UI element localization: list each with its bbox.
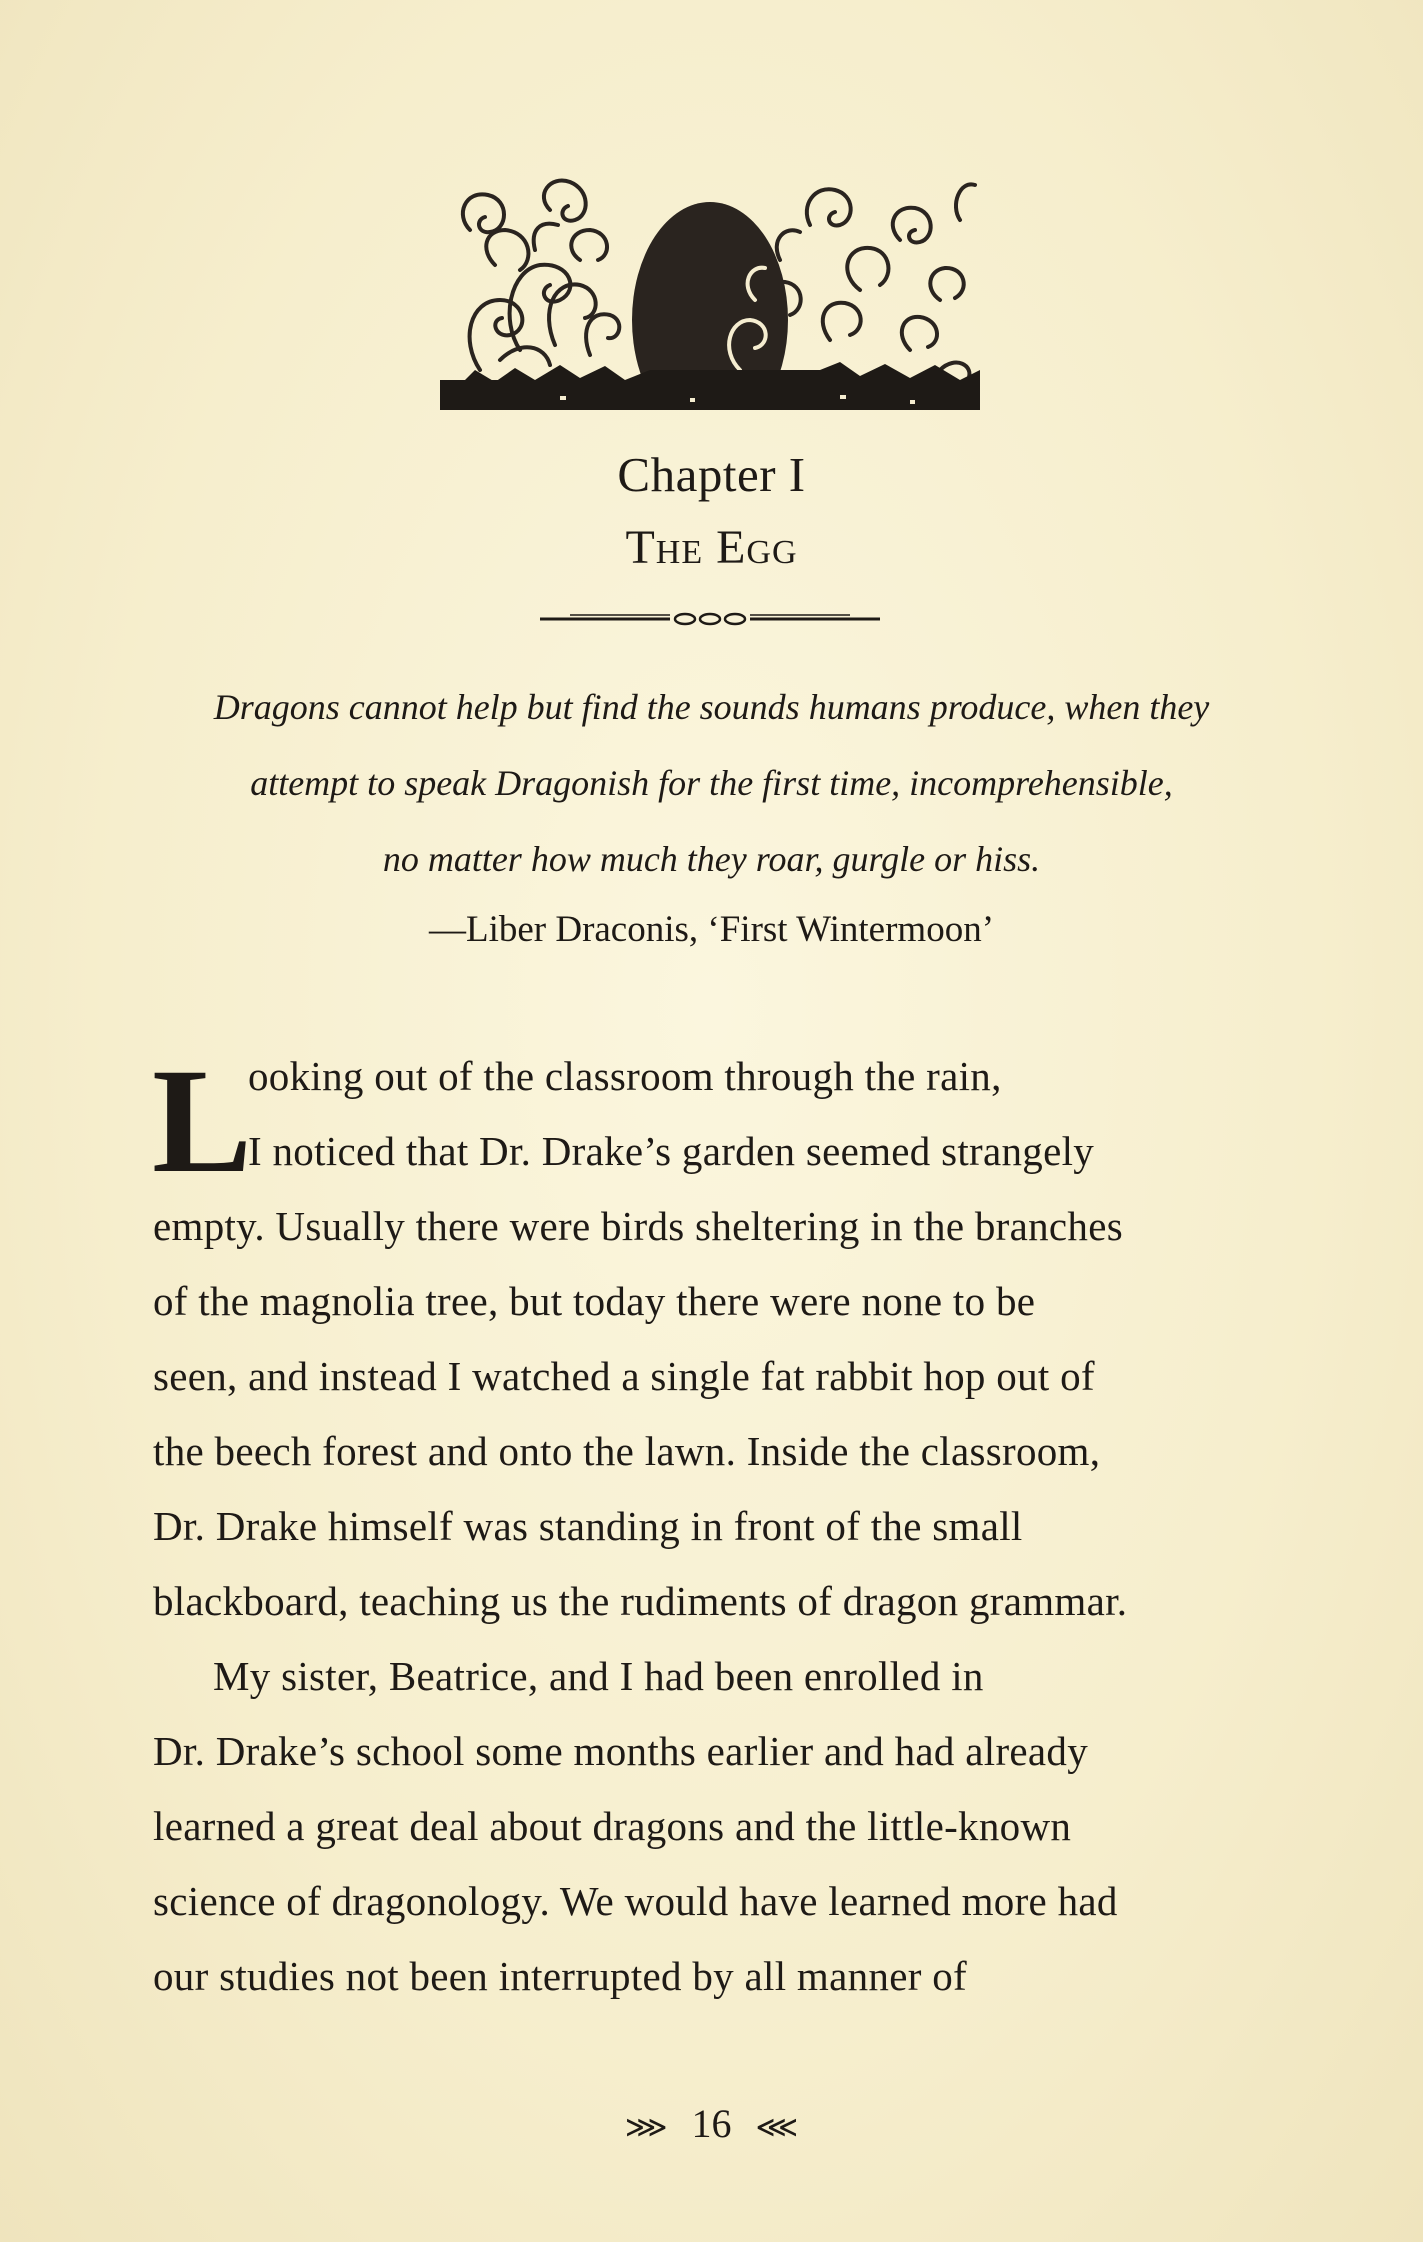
body-text-line: empty. Usually there were birds sheltering in the branches [153, 1203, 1123, 1249]
body-text-line: blackboard, teaching us the rudiments of dragon grammar. [153, 1578, 1128, 1624]
body-text-line: science of dragonology. We would have learned more had [153, 1878, 1118, 1924]
body-text-line: I noticed that Dr. Drake’s garden seemed strangely [248, 1128, 1095, 1174]
ornamental-divider [540, 604, 880, 634]
right-ornament-icon: ⋘ [755, 2111, 799, 2145]
drop-cap: L [152, 1038, 253, 1204]
epigraph-line: attempt to speak Dragonish for the first time, incomprehensible, [250, 763, 1173, 803]
body-text-line: My sister, Beatrice, and I had been enrolled in [213, 1653, 984, 1699]
body-text-line: Dr. Drake’s school some months earlier and had already [153, 1728, 1088, 1774]
epigraph-source: —Liber Draconis, ‘First Wintermoon’ [428, 909, 995, 950]
body-text-line: learned a great deal about dragons and the little-known [153, 1803, 1072, 1849]
body-text-line: of the magnolia tree, but today there were none to be [153, 1278, 1036, 1324]
epigraph-line: no matter how much they roar, gurgle or hiss. [382, 839, 1041, 879]
chapter-title: The Egg [625, 521, 798, 574]
body-text-line: seen, and instead I watched a single fat rabbit hop out of [153, 1353, 1095, 1399]
body-text-line: Dr. Drake himself was standing in front of the small [153, 1503, 1023, 1549]
epigraph-line: Dragons cannot help but find the sounds humans produce, when they [213, 687, 1210, 727]
egg-vignette-illustration [440, 170, 980, 410]
page-footer [0, 2100, 1423, 2147]
body-text-line: ooking out of the classroom through the rain, [248, 1053, 1002, 1099]
page-number: 16 [691, 2101, 732, 2146]
body-text-line: the beech forest and onto the lawn. Inside the classroom, [153, 1428, 1101, 1474]
chapter-number: Chapter I [617, 447, 806, 502]
left-ornament-icon: ⋙ [624, 2111, 668, 2145]
body-text-line: our studies not been interrupted by all manner of [153, 1953, 967, 1999]
